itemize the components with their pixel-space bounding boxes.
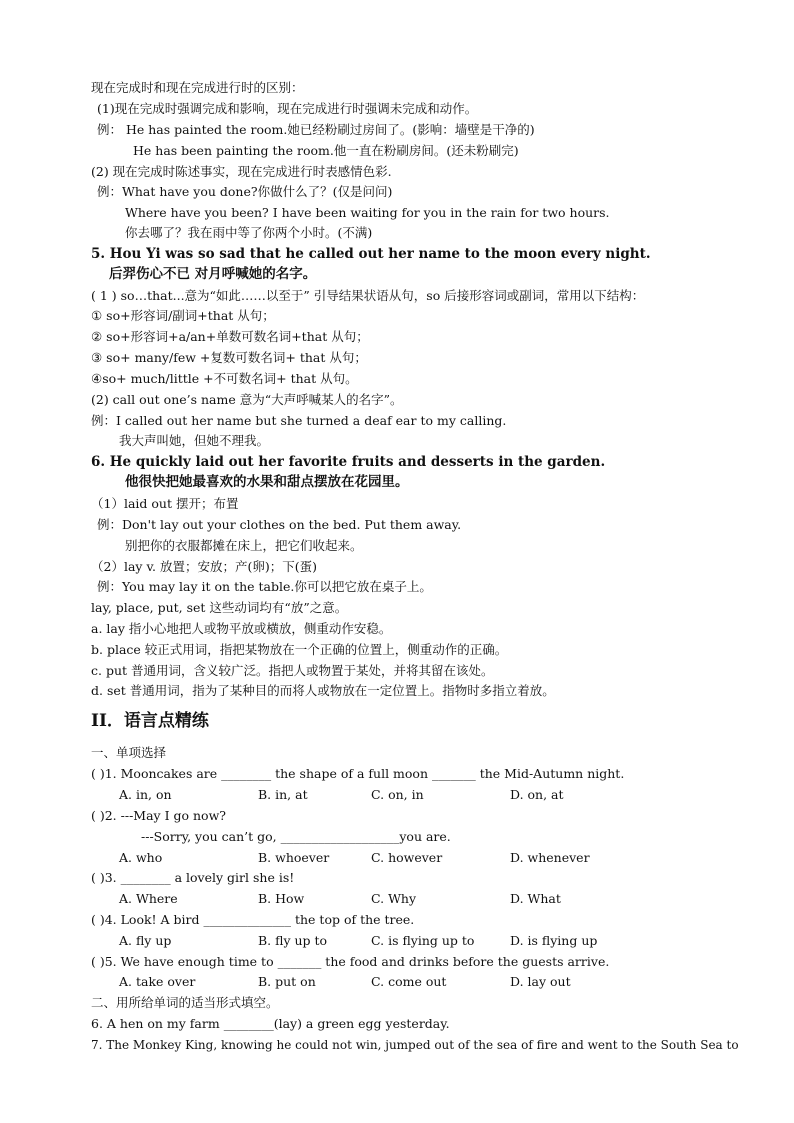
option-b: B. fly up to: [258, 933, 328, 948]
question-1: ( )1. Mooncakes are ________ the shape of a full moon _______ the Mid-Autumn night.: [91, 766, 625, 781]
notes-line: 例：You may lay it on the table.你可以把它放在桌子上。: [97, 579, 432, 594]
option-c: C. on, in: [371, 787, 424, 802]
option-d: D. lay out: [510, 974, 571, 989]
notes-line: 例：I called out her name but she turned a deaf ear to my calling.: [91, 413, 507, 428]
fill-question-7: 7. The Monkey King, knowing he could not win, jumped out of the sea of fire and went to the South Sea to: [91, 1038, 739, 1052]
notes-line: (2) call out one’s name 意为“大声呼喊某人的名字”。: [91, 392, 403, 407]
notes-line: （1）laid out 摆开；布置: [91, 496, 239, 511]
notes-line: 例： He has painted the room.她已经粉刷过房间了。(影响：墙壁是干净的): [97, 122, 535, 137]
notes-line: ③ so+ many/few +复数可数名词+ that 从句；: [91, 350, 367, 365]
notes-line: （2）lay v. 放置；安放；产(卵)；下(蛋): [91, 559, 317, 574]
question-5: ( )5. We have enough time to _______ the food and drinks before the guests arrive.: [91, 954, 610, 969]
option-a: A. take over: [119, 974, 196, 989]
notes-line: 例：Don't lay out your clothes on the bed. Put them away.: [97, 517, 462, 532]
fill-question-6: 6. A hen on my farm ________(lay) a green egg yesterday.: [91, 1016, 450, 1031]
notes-line: 别把你的衣服都摊在床上，把它们收起来。: [125, 538, 363, 553]
point-6-heading: 6. He quickly laid out her favorite fruits and desserts in the garden.: [91, 454, 606, 470]
notes-line: 例：What have you done?你做什么了？(仅是问问): [97, 184, 393, 199]
option-b: B. whoever: [258, 850, 330, 865]
notes-line: ① so+形容词/副词+that 从句；: [91, 308, 275, 323]
notes-line: (2) 现在完成时陈述事实，现在完成进行时表感情色彩.: [91, 164, 392, 179]
option-a: A. Where: [119, 891, 178, 906]
section-heading: II．语言点精练: [91, 711, 209, 731]
notes-line: ④so+ much/little +不可数名词+ that 从句。: [91, 371, 358, 386]
question-3: ( )3. ________ a lovely girl she is!: [91, 870, 295, 885]
option-b: B. How: [258, 891, 305, 906]
option-d: D. What: [510, 891, 561, 906]
notes-line: c. put 普通用词，含义较广泛。指把人或物置于某处，并将其留在该处。: [91, 663, 494, 678]
option-c: C. is flying up to: [371, 933, 475, 948]
part-title: 二、用所给单词的适当形式填空。: [91, 995, 279, 1010]
question-2: ( )2. ---May I go now?: [91, 808, 226, 823]
point-6-translation: 他很快把她最喜欢的水果和甜点摆放在花园里。: [125, 474, 409, 490]
option-c: C. Why: [371, 891, 417, 906]
notes-line: lay, place, put, set 这些动词均有“放”之意。: [91, 600, 348, 615]
point-5-translation: 后羿伤心不已 对月呼喊她的名字。: [109, 266, 317, 282]
part-title: 一、单项选择: [91, 745, 167, 760]
option-a: A. who: [119, 850, 163, 865]
option-c: C. come out: [371, 974, 447, 989]
notes-line: (1)现在完成时强调完成和影响，现在完成进行时强调未完成和动作。: [97, 101, 478, 116]
option-a: A. fly up: [119, 933, 172, 948]
option-a: A. in, on: [119, 787, 172, 802]
option-d: D. on, at: [510, 787, 564, 802]
option-d: D. whenever: [510, 850, 590, 865]
notes-line: b. place 较正式用词，指把某物放在一个正确的位置上，侧重动作的正确。: [91, 642, 508, 657]
question-4: ( )4. Look! A bird ______________ the top of the tree.: [91, 912, 415, 927]
notes-line: d. set 普通用词，指为了某种目的而将人或物放在一定位置上。指物时多指立着放。: [91, 683, 555, 698]
notes-line: 我大声叫她，但她不理我。: [119, 433, 270, 448]
notes-line: ② so+形容词+a/an+单数可数名词+that 从句；: [91, 329, 369, 344]
notes-line: 现在完成时和现在完成进行时的区别：: [91, 80, 304, 95]
point-5-heading: 5. Hou Yi was so sad that he called out her name to the moon every night.: [91, 246, 651, 262]
option-d: D. is flying up: [510, 933, 598, 948]
notes-line: 你去哪了？我在雨中等了你两个小时。(不满): [125, 225, 373, 240]
notes-line: Where have you been? I have been waiting for you in the rain for two hours.: [125, 205, 610, 220]
notes-line: ( 1 ) so…that...意为“如此……以至于” 引导结果状语从句，so 后接形容词或副词，常用以下结构：: [91, 288, 645, 303]
question-2-reply: ---Sorry, you can’t go, ___________________you are.: [141, 829, 451, 844]
option-c: C. however: [371, 850, 443, 865]
notes-line: He has been painting the room.他一直在粉刷房间。(还未粉刷完): [133, 143, 519, 158]
option-b: B. put on: [258, 974, 316, 989]
option-b: B. in, at: [258, 787, 308, 802]
notes-line: a. lay 指小心地把人或物平放或横放，侧重动作安稳。: [91, 621, 392, 636]
